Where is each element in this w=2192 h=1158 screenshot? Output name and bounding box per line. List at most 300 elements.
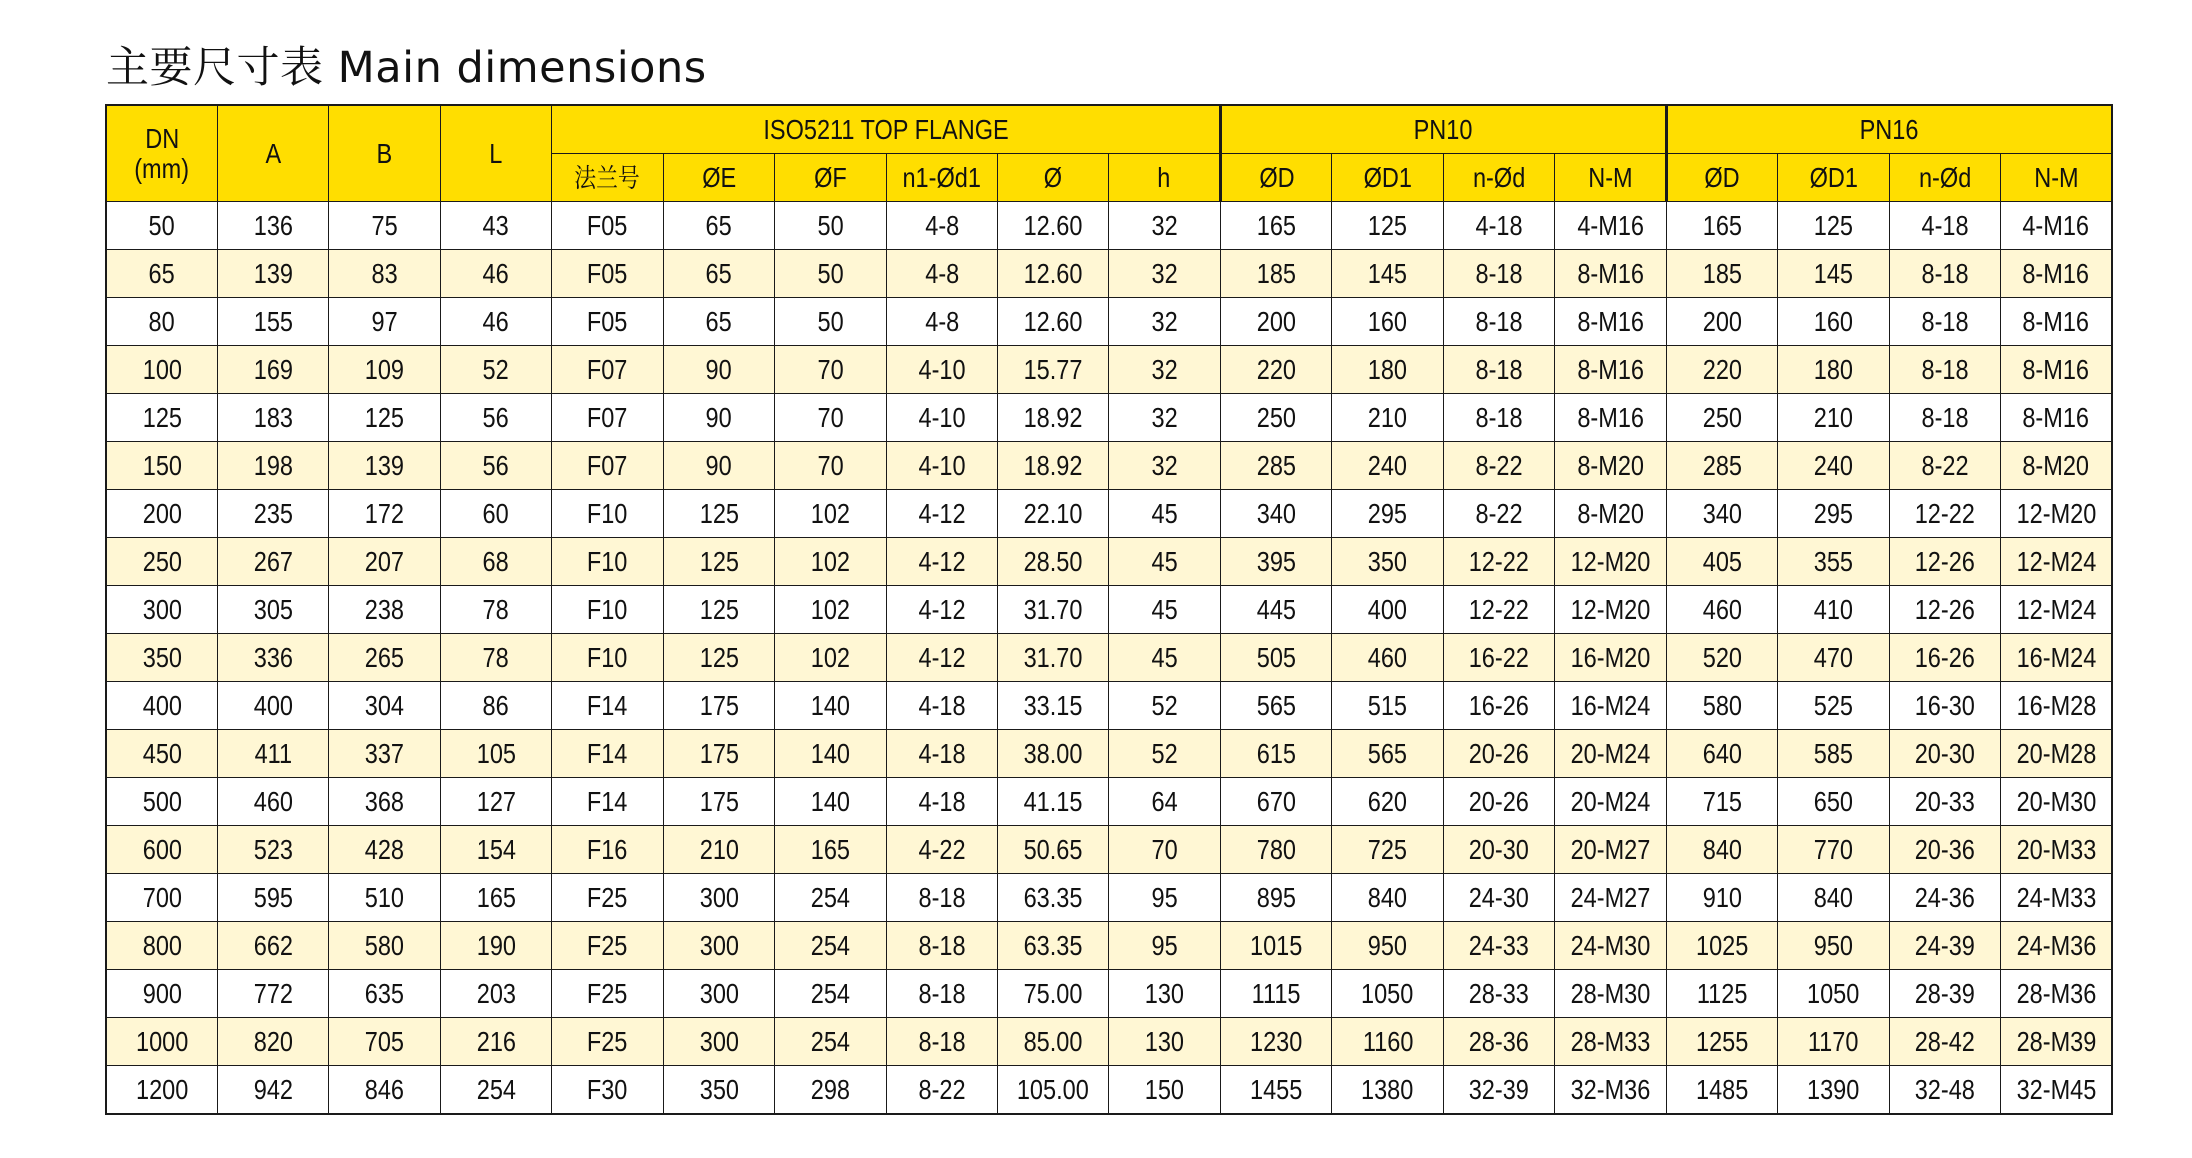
cell-flange-no bbox=[552, 874, 663, 922]
header-pn16-od-label: ØD bbox=[1704, 161, 1741, 193]
cell-l bbox=[440, 970, 551, 1018]
header-o-label: Ø bbox=[1044, 161, 1063, 193]
cell-value: 405 bbox=[1702, 545, 1742, 577]
cell-value: 285 bbox=[1702, 449, 1742, 481]
cell-value: 8-M16 bbox=[1577, 401, 1644, 433]
cell-value: 28-39 bbox=[1914, 977, 1975, 1009]
cell-value: 295 bbox=[1813, 497, 1854, 529]
cell-value: 75 bbox=[371, 209, 398, 241]
cell-value: 16-M28 bbox=[2016, 689, 2096, 721]
cell-o bbox=[998, 730, 1109, 778]
cell-value: 56 bbox=[482, 401, 510, 433]
cell-l bbox=[440, 538, 551, 586]
cell-pn16-od bbox=[1666, 1066, 1777, 1115]
cell-value: 4-12 bbox=[918, 545, 966, 577]
cell-value: 50 bbox=[817, 209, 844, 241]
cell-value: 20-26 bbox=[1468, 737, 1530, 769]
cell-pn10-od bbox=[1220, 586, 1331, 634]
cell-a bbox=[217, 538, 328, 586]
header-l bbox=[440, 105, 551, 202]
cell-value: 31.70 bbox=[1023, 593, 1083, 625]
cell-n1-od1 bbox=[886, 682, 997, 730]
header-pn10-od1-label: ØD1 bbox=[1363, 161, 1412, 193]
cell-value: 620 bbox=[1367, 785, 1408, 817]
cell-pn10-n-od bbox=[1443, 730, 1554, 778]
cell-value: 8-M16 bbox=[2022, 401, 2090, 433]
cell-l bbox=[440, 394, 551, 442]
table-row bbox=[106, 538, 2112, 586]
cell-pn10-od bbox=[1220, 826, 1331, 874]
cell-pn10-od1 bbox=[1332, 298, 1443, 346]
cell-h bbox=[1109, 442, 1221, 490]
cell-h bbox=[1109, 634, 1221, 682]
cell-pn10-n-od bbox=[1443, 1018, 1554, 1066]
cell-value: 411 bbox=[254, 737, 292, 769]
cell-value: 90 bbox=[705, 401, 732, 433]
cell-flange-no bbox=[552, 970, 663, 1018]
cell-value: 150 bbox=[142, 449, 182, 481]
cell-of bbox=[775, 1018, 886, 1066]
cell-h bbox=[1109, 586, 1221, 634]
cell-value: 100 bbox=[142, 353, 182, 385]
cell-pn16-od bbox=[1666, 922, 1777, 970]
cell-value: 50 bbox=[817, 305, 844, 337]
cell-b bbox=[329, 346, 440, 394]
cell-value: 305 bbox=[253, 593, 293, 625]
cell-value: 86 bbox=[482, 689, 510, 721]
cell-oe bbox=[663, 634, 774, 682]
cell-value: 238 bbox=[364, 593, 405, 625]
cell-value: 350 bbox=[142, 641, 182, 673]
cell-value: 24-M33 bbox=[2016, 881, 2096, 913]
cell-value: F14 bbox=[587, 737, 628, 769]
cell-dn bbox=[106, 298, 217, 346]
cell-value: 160 bbox=[1367, 305, 1408, 337]
cell-l bbox=[440, 346, 551, 394]
cell-of bbox=[775, 442, 886, 490]
header-pn16-group bbox=[1666, 105, 2112, 154]
cell-h bbox=[1109, 202, 1221, 250]
cell-value: 840 bbox=[1813, 881, 1854, 913]
cell-value: 16-22 bbox=[1468, 641, 1530, 673]
cell-value: 428 bbox=[364, 833, 405, 865]
cell-value: 155 bbox=[253, 305, 293, 337]
cell-value: 85.00 bbox=[1023, 1025, 1083, 1057]
cell-o bbox=[998, 298, 1109, 346]
cell-pn16-od bbox=[1666, 538, 1777, 586]
cell-oe bbox=[663, 682, 774, 730]
cell-pn10-n-m bbox=[1555, 730, 1666, 778]
cell-dn bbox=[106, 394, 217, 442]
cell-value: 8-22 bbox=[1475, 497, 1523, 529]
cell-value: F30 bbox=[587, 1073, 628, 1105]
header-pn10-od1 bbox=[1332, 154, 1443, 202]
cell-value: 102 bbox=[810, 641, 850, 673]
cell-n1-od1 bbox=[886, 922, 997, 970]
header-iso5211-group bbox=[552, 105, 1221, 154]
table-row bbox=[106, 970, 2112, 1018]
cell-pn10-n-od bbox=[1443, 874, 1554, 922]
header-pn16-n-m bbox=[2001, 154, 2112, 202]
cell-value: 4-10 bbox=[918, 401, 966, 433]
cell-value: 254 bbox=[476, 1073, 516, 1105]
cell-value: 950 bbox=[1813, 929, 1854, 961]
cell-b bbox=[329, 202, 440, 250]
cell-oe bbox=[663, 298, 774, 346]
cell-value: 8-M20 bbox=[1577, 497, 1644, 529]
cell-pn10-n-od bbox=[1443, 586, 1554, 634]
cell-value: 950 bbox=[1367, 929, 1408, 961]
cell-value: 125 bbox=[699, 593, 739, 625]
cell-pn10-n-od bbox=[1443, 826, 1554, 874]
cell-a bbox=[217, 778, 328, 826]
cell-value: 65 bbox=[705, 257, 732, 289]
cell-value: F25 bbox=[587, 1025, 628, 1057]
cell-value: 125 bbox=[699, 497, 739, 529]
table-row bbox=[106, 1018, 2112, 1066]
cell-pn16-n-od bbox=[1889, 538, 2000, 586]
cell-pn16-od1 bbox=[1778, 490, 1889, 538]
cell-value: 650 bbox=[1813, 785, 1854, 817]
cell-flange-no bbox=[552, 442, 663, 490]
header-pn16-n-m-label: N-M bbox=[2033, 161, 2079, 193]
cell-o bbox=[998, 490, 1109, 538]
cell-value: 300 bbox=[699, 1025, 739, 1057]
cell-value: 662 bbox=[253, 929, 293, 961]
cell-pn16-od bbox=[1666, 682, 1777, 730]
cell-value: 139 bbox=[364, 449, 405, 481]
cell-pn16-n-od bbox=[1889, 778, 2000, 826]
cell-pn10-od1 bbox=[1332, 970, 1443, 1018]
cell-h bbox=[1109, 298, 1221, 346]
cell-value: 45 bbox=[1151, 641, 1178, 673]
cell-l bbox=[440, 778, 551, 826]
cell-a bbox=[217, 202, 328, 250]
cell-value: 12-M20 bbox=[1570, 593, 1651, 625]
cell-o bbox=[998, 634, 1109, 682]
cell-value: 240 bbox=[1367, 449, 1408, 481]
cell-pn10-od bbox=[1220, 490, 1331, 538]
cell-value: 12-M24 bbox=[2016, 593, 2096, 625]
cell-value: 460 bbox=[253, 785, 293, 817]
cell-value: 12-M20 bbox=[1570, 545, 1651, 577]
cell-value: 8-18 bbox=[1475, 257, 1523, 289]
cell-value: 8-18 bbox=[1921, 353, 1969, 385]
cell-value: 200 bbox=[142, 497, 182, 529]
cell-value: 83 bbox=[371, 257, 398, 289]
cell-value: 216 bbox=[476, 1025, 516, 1057]
cell-value: 38.00 bbox=[1023, 737, 1083, 769]
cell-value: 4-18 bbox=[1921, 209, 1969, 241]
cell-h bbox=[1109, 874, 1221, 922]
cell-a bbox=[217, 634, 328, 682]
cell-value: 20-M28 bbox=[2016, 737, 2096, 769]
header-b bbox=[329, 105, 440, 202]
cell-of bbox=[775, 730, 886, 778]
cell-value: 180 bbox=[1367, 353, 1408, 385]
cell-value: 125 bbox=[142, 401, 182, 433]
cell-pn16-n-m bbox=[2001, 250, 2112, 298]
cell-value: 200 bbox=[1256, 305, 1296, 337]
cell-value: 32 bbox=[1151, 257, 1178, 289]
cell-pn10-od bbox=[1220, 298, 1331, 346]
cell-value: 250 bbox=[1702, 401, 1742, 433]
cell-value: 32-M45 bbox=[2016, 1073, 2096, 1105]
cell-pn16-n-m bbox=[2001, 634, 2112, 682]
cell-value: 109 bbox=[364, 353, 405, 385]
cell-value: 240 bbox=[1813, 449, 1854, 481]
table-body bbox=[106, 202, 2112, 1115]
cell-value: 580 bbox=[1702, 689, 1742, 721]
cell-value: 45 bbox=[1151, 593, 1178, 625]
cell-b bbox=[329, 442, 440, 490]
table-row bbox=[106, 826, 2112, 874]
cell-value: 150 bbox=[1145, 1073, 1185, 1105]
cell-value: 640 bbox=[1702, 737, 1742, 769]
cell-value: 520 bbox=[1702, 641, 1742, 673]
cell-value: 165 bbox=[1702, 209, 1742, 241]
cell-pn16-od bbox=[1666, 826, 1777, 874]
cell-value: 140 bbox=[810, 737, 850, 769]
cell-o bbox=[998, 778, 1109, 826]
cell-pn10-n-m bbox=[1555, 298, 1666, 346]
cell-value: 265 bbox=[364, 641, 405, 673]
cell-pn16-od1 bbox=[1778, 346, 1889, 394]
cell-pn16-od bbox=[1666, 490, 1777, 538]
cell-o bbox=[998, 1066, 1109, 1115]
cell-value: F05 bbox=[587, 209, 628, 241]
cell-value: 24-M27 bbox=[1570, 881, 1651, 913]
cell-pn10-od bbox=[1220, 394, 1331, 442]
cell-pn10-od1 bbox=[1332, 250, 1443, 298]
cell-value: 220 bbox=[1256, 353, 1296, 385]
cell-value: 670 bbox=[1256, 785, 1296, 817]
cell-pn10-n-m bbox=[1555, 394, 1666, 442]
cell-value: 1125 bbox=[1696, 977, 1748, 1009]
cell-value: 450 bbox=[142, 737, 182, 769]
cell-flange-no bbox=[552, 1066, 663, 1115]
cell-l bbox=[440, 1018, 551, 1066]
cell-pn16-od1 bbox=[1778, 442, 1889, 490]
cell-b bbox=[329, 298, 440, 346]
cell-pn16-od1 bbox=[1778, 730, 1889, 778]
cell-flange-no bbox=[552, 202, 663, 250]
cell-value: 207 bbox=[364, 545, 405, 577]
cell-of bbox=[775, 586, 886, 634]
cell-value: 145 bbox=[1367, 257, 1408, 289]
cell-pn16-n-m bbox=[2001, 826, 2112, 874]
cell-value: 8-M16 bbox=[2022, 257, 2090, 289]
cell-dn bbox=[106, 1018, 217, 1066]
cell-value: 210 bbox=[1367, 401, 1408, 433]
cell-b bbox=[329, 874, 440, 922]
cell-value: 8-18 bbox=[1475, 353, 1523, 385]
header-a bbox=[217, 105, 328, 202]
header-flange-no-label: 法兰号 bbox=[574, 163, 641, 194]
cell-a bbox=[217, 1018, 328, 1066]
header-pn10-n-od bbox=[1443, 154, 1554, 202]
table-row bbox=[106, 778, 2112, 826]
cell-value: 8-22 bbox=[918, 1073, 966, 1105]
cell-b bbox=[329, 1018, 440, 1066]
cell-value: 28-M39 bbox=[2016, 1025, 2096, 1057]
cell-n1-od1 bbox=[886, 1018, 997, 1066]
cell-value: 95 bbox=[1151, 881, 1178, 913]
cell-b bbox=[329, 394, 440, 442]
cell-pn10-od1 bbox=[1332, 346, 1443, 394]
cell-pn16-n-od bbox=[1889, 874, 2000, 922]
cell-value: 350 bbox=[1367, 545, 1408, 577]
cell-value: 1015 bbox=[1249, 929, 1303, 961]
cell-value: 65 bbox=[705, 305, 732, 337]
cell-of bbox=[775, 490, 886, 538]
cell-n1-od1 bbox=[886, 394, 997, 442]
cell-pn10-n-m bbox=[1555, 442, 1666, 490]
cell-of bbox=[775, 778, 886, 826]
cell-pn10-od bbox=[1220, 682, 1331, 730]
cell-value: 725 bbox=[1367, 833, 1408, 865]
cell-value: 772 bbox=[253, 977, 293, 1009]
cell-value: 300 bbox=[699, 929, 739, 961]
cell-pn16-n-m bbox=[2001, 970, 2112, 1018]
cell-pn10-n-m bbox=[1555, 1018, 1666, 1066]
cell-pn16-n-od bbox=[1889, 586, 2000, 634]
cell-value: 300 bbox=[142, 593, 182, 625]
cell-pn10-n-m bbox=[1555, 970, 1666, 1018]
cell-h bbox=[1109, 826, 1221, 874]
cell-n1-od1 bbox=[886, 826, 997, 874]
cell-flange-no bbox=[552, 778, 663, 826]
cell-dn bbox=[106, 442, 217, 490]
cell-value: 235 bbox=[253, 497, 293, 529]
cell-h bbox=[1109, 1018, 1221, 1066]
cell-value: 8-M16 bbox=[1577, 305, 1644, 337]
cell-pn16-od1 bbox=[1778, 922, 1889, 970]
cell-l bbox=[440, 202, 551, 250]
cell-oe bbox=[663, 202, 774, 250]
cell-value: 910 bbox=[1702, 881, 1742, 913]
cell-value: 24-39 bbox=[1914, 929, 1975, 961]
cell-value: 15.77 bbox=[1023, 353, 1083, 385]
cell-value: 336 bbox=[253, 641, 293, 673]
cell-pn10-n-od bbox=[1443, 394, 1554, 442]
cell-a bbox=[217, 250, 328, 298]
cell-value: 635 bbox=[364, 977, 405, 1009]
cell-value: 8-M16 bbox=[1577, 257, 1644, 289]
cell-flange-no bbox=[552, 586, 663, 634]
cell-pn16-od1 bbox=[1778, 874, 1889, 922]
header-b-label: B bbox=[376, 137, 393, 169]
dimensions-table bbox=[105, 104, 2113, 1115]
cell-b bbox=[329, 682, 440, 730]
cell-pn10-n-m bbox=[1555, 922, 1666, 970]
cell-value: 840 bbox=[1367, 881, 1408, 913]
cell-l bbox=[440, 298, 551, 346]
cell-value: 585 bbox=[1813, 737, 1854, 769]
cell-n1-od1 bbox=[886, 538, 997, 586]
cell-value: 70 bbox=[1151, 833, 1178, 865]
header-pn10-group bbox=[1220, 105, 1666, 154]
cell-h bbox=[1109, 682, 1221, 730]
header-h-label: h bbox=[1157, 161, 1171, 193]
cell-value: 565 bbox=[1256, 689, 1296, 721]
cell-a bbox=[217, 922, 328, 970]
cell-b bbox=[329, 538, 440, 586]
cell-dn bbox=[106, 586, 217, 634]
cell-h bbox=[1109, 250, 1221, 298]
cell-value: F25 bbox=[587, 977, 628, 1009]
cell-dn bbox=[106, 922, 217, 970]
cell-b bbox=[329, 634, 440, 682]
cell-flange-no bbox=[552, 682, 663, 730]
header-pn10-od-label: ØD bbox=[1259, 161, 1295, 193]
cell-pn16-n-od bbox=[1889, 922, 2000, 970]
cell-o bbox=[998, 394, 1109, 442]
cell-oe bbox=[663, 394, 774, 442]
cell-value: F07 bbox=[587, 401, 628, 433]
cell-pn10-n-od bbox=[1443, 346, 1554, 394]
cell-b bbox=[329, 730, 440, 778]
cell-value: 16-M24 bbox=[2016, 641, 2096, 673]
cell-value: 895 bbox=[1256, 881, 1296, 913]
cell-pn10-n-od bbox=[1443, 682, 1554, 730]
cell-value: 24-36 bbox=[1914, 881, 1975, 913]
cell-pn10-od1 bbox=[1332, 538, 1443, 586]
cell-dn bbox=[106, 202, 217, 250]
table-header bbox=[106, 105, 2112, 202]
cell-pn10-n-od bbox=[1443, 634, 1554, 682]
cell-a bbox=[217, 298, 328, 346]
cell-pn16-n-od bbox=[1889, 442, 2000, 490]
header-pn16-label: PN16 bbox=[1859, 113, 1919, 145]
cell-value: 8-M16 bbox=[2022, 353, 2090, 385]
cell-value: 1050 bbox=[1361, 977, 1414, 1009]
cell-value: 615 bbox=[1256, 737, 1296, 769]
cell-of bbox=[775, 298, 886, 346]
cell-value: 45 bbox=[1151, 497, 1178, 529]
cell-pn16-n-od bbox=[1889, 1018, 2000, 1066]
cell-value: 97 bbox=[371, 305, 398, 337]
cell-value: 90 bbox=[705, 449, 732, 481]
cell-pn16-n-m bbox=[2001, 202, 2112, 250]
cell-flange-no bbox=[552, 394, 663, 442]
cell-value: 8-M16 bbox=[2022, 305, 2090, 337]
cell-pn16-n-od bbox=[1889, 250, 2000, 298]
cell-value: 139 bbox=[253, 257, 293, 289]
cell-pn16-od bbox=[1666, 730, 1777, 778]
cell-h bbox=[1109, 1066, 1221, 1115]
table-row bbox=[106, 250, 2112, 298]
cell-value: 24-30 bbox=[1468, 881, 1530, 913]
cell-value: 169 bbox=[253, 353, 293, 385]
cell-value: 1485 bbox=[1695, 1073, 1749, 1105]
cell-value: 355 bbox=[1813, 545, 1854, 577]
cell-pn16-n-m bbox=[2001, 298, 2112, 346]
cell-h bbox=[1109, 490, 1221, 538]
cell-flange-no bbox=[552, 346, 663, 394]
cell-value: 1050 bbox=[1807, 977, 1860, 1009]
cell-value: 12-M24 bbox=[2016, 545, 2096, 577]
cell-value: 50.65 bbox=[1023, 833, 1083, 865]
cell-value: 1255 bbox=[1695, 1025, 1749, 1057]
cell-pn16-od bbox=[1666, 1018, 1777, 1066]
cell-value: 350 bbox=[699, 1073, 739, 1105]
cell-of bbox=[775, 634, 886, 682]
cell-flange-no bbox=[552, 730, 663, 778]
cell-value: 1000 bbox=[135, 1025, 189, 1057]
cell-a bbox=[217, 586, 328, 634]
cell-oe bbox=[663, 490, 774, 538]
